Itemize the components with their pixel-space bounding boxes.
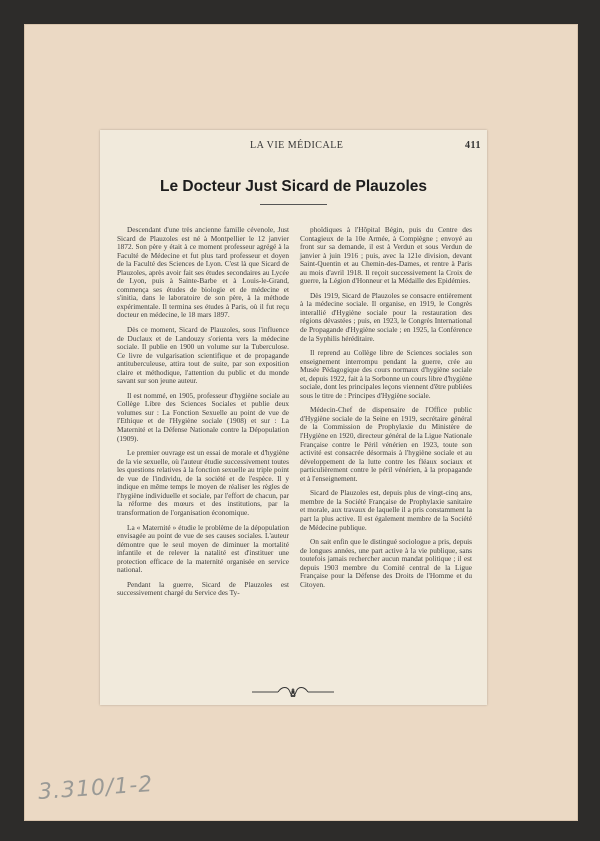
title-rule	[260, 204, 327, 205]
paragraph: Dès 1919, Sicard de Plauzoles se consacre entièrement à la médecine sociale. Il organise, en 1919, le Congrès interallié d'Hygiène sociale pour la restauration des régions dévastées ; puis, en 1923, le Congrès International de Propagande d'Hygiène sociale ; en 1925, la Conférence de la Syphilis héréditaire.	[300, 290, 472, 343]
left-column	[117, 226, 289, 604]
paragraph: Dès ce moment, Sicard de Plauzoles, sous l'influence de Duclaux et de Landouzy s'orienta vers la médecine sociale. Il publie en 1900 un volume sur la Tuberculose. Ce livre de vulgarisation scientifique et de propagande antituberculeuse, attira tout de suite, par son exposition claire et méthodique, l'attention du public et du monde savant sur son jeune auteur.	[117, 325, 289, 386]
right-column	[300, 226, 472, 595]
paragraph: On sait enfin que le distingué sociologue a pris, depuis de longues années, une part active à la vie publique, sans toutefois jamais rechercher aucun mandat politique ; il est depuis 1903 membre du Comité central de la Ligue Française pour la Défense des Droits de l'Homme et du Citoyen.	[300, 537, 472, 589]
newspaper-clipping	[100, 130, 487, 705]
running-title: LA VIE MÉDICALE	[250, 140, 344, 151]
paragraph: phoïdiques à l'Hôpital Bégin, puis du Centre des Contagieux de la 10e Armée, à Compiègne ; envoyé au front sur sa demande, il est à Verdun et sous Verdun de janvier à juin 1916 ; puis, avec la 121e division, devant Saint-Quentin et au Chemin-des-Dames, et rentre à Paris au mois d'avril 1918. Il reçoit successivement la Croix de guerre, la Légion d'Honneur et la Médaille des Epidémies.	[300, 225, 472, 286]
article-title: Le Docteur Just Sicard de Plauzoles	[159, 178, 428, 195]
running-header	[100, 138, 487, 152]
ornament-icon	[248, 685, 338, 699]
paragraph: Médecin-Chef de dispensaire de l'Office public d'Hygiène sociale de la Seine en 1919, secrétaire général de la Commission de Prophylaxie du Ministère de l'Hygiène en 1920, directeur général de la Ligue Nationale Française contre le Péril vénérien en 1923, toute son activité est consacrée désormais à l'hygiène sociale et au développement de la lutte contre les fléaux sociaux et particulièrement contre le péril vénérien, à la propagande et à l'enseignement.	[300, 405, 472, 483]
paragraph: Descendant d'une très ancienne famille cévenole, Just Sicard de Plauzoles est né à Montpellier le 12 janvier 1872. Son père y était à ce moment professeur agrégé à la Faculté de Médecine et fut plus tard professeur et doyen de la Faculté des Sciences de Lyon. C'est là que Sicard de Plauzoles, après avoir fait ses études secondaires au Lycée de Lyon, puis à Sainte-Barbe et à Louis-le-Grand, commença ses études de biologie et de médecine et s'initia, dans le laboratoire de son père, à la méthode expérimentale. Il termina ses études à Paris, où il fut reçu docteur en médecine, le 18 mars 1897.	[117, 225, 289, 320]
paragraph: Pendant la guerre, Sicard de Plauzoles est successivement chargé du Service des Ty-	[117, 579, 289, 598]
paragraph: Il reprend au Collège libre de Sciences sociales son enseignement interrompu pendant la guerre, crée au Musée Pédagogique des cours normaux d'hygiène sociale et, depuis 1922, fait à la Sorbonne un cours libre d'hygiène sociale, dont les principales leçons viennent d'être publiées sous le titre de : Principes d'Hygiène sociale.	[300, 348, 472, 400]
page-number: 411	[465, 140, 481, 151]
paragraph: Il est nommé, en 1905, professeur d'hygiène sociale au Collège Libre des Sciences Sociales et publie deux volumes sur : La Fonction Sexuelle au point de vue de l'Ethique et de l'Hygiène sociale (1908) et sur : La Maternité et la Défense Nationale contre la Dépopulation (1909).	[117, 390, 289, 443]
paragraph: Sicard de Plauzoles est, depuis plus de vingt-cinq ans, membre de la Société Française de Prophylaxie sanitaire et morale, aux travaux de laquelle il a pris constamment la part la plus active. Il est également membre de la Société de Médecine publique.	[300, 488, 472, 532]
paragraph: La « Maternité » étudie le problème de la dépopulation envisagée au point de vue de ses causes sociales. L'auteur démontre que le seul moyen de diminuer la mortalité infantile et de relever la natalité est d'instituer une protection efficace de la maternité organisée en service national.	[117, 522, 289, 575]
paragraph: Le premier ouvrage est un essai de morale et d'hygiène de la vie sexuelle, où l'auteur étudie successivement toutes les questions relatives à la fonction sexuelle au triple point de vue de l'individu, de la société et de l'espèce. Il y indique en même temps le moyen de réaliser les règles de l'hygiène individuelle et sociale, par l'effort de chacun, par la réforme des mœurs et des institutions, par la transformation de l'organisation économique.	[117, 448, 289, 517]
archive-pencil-annotation: 3.310/1-2	[37, 772, 155, 805]
